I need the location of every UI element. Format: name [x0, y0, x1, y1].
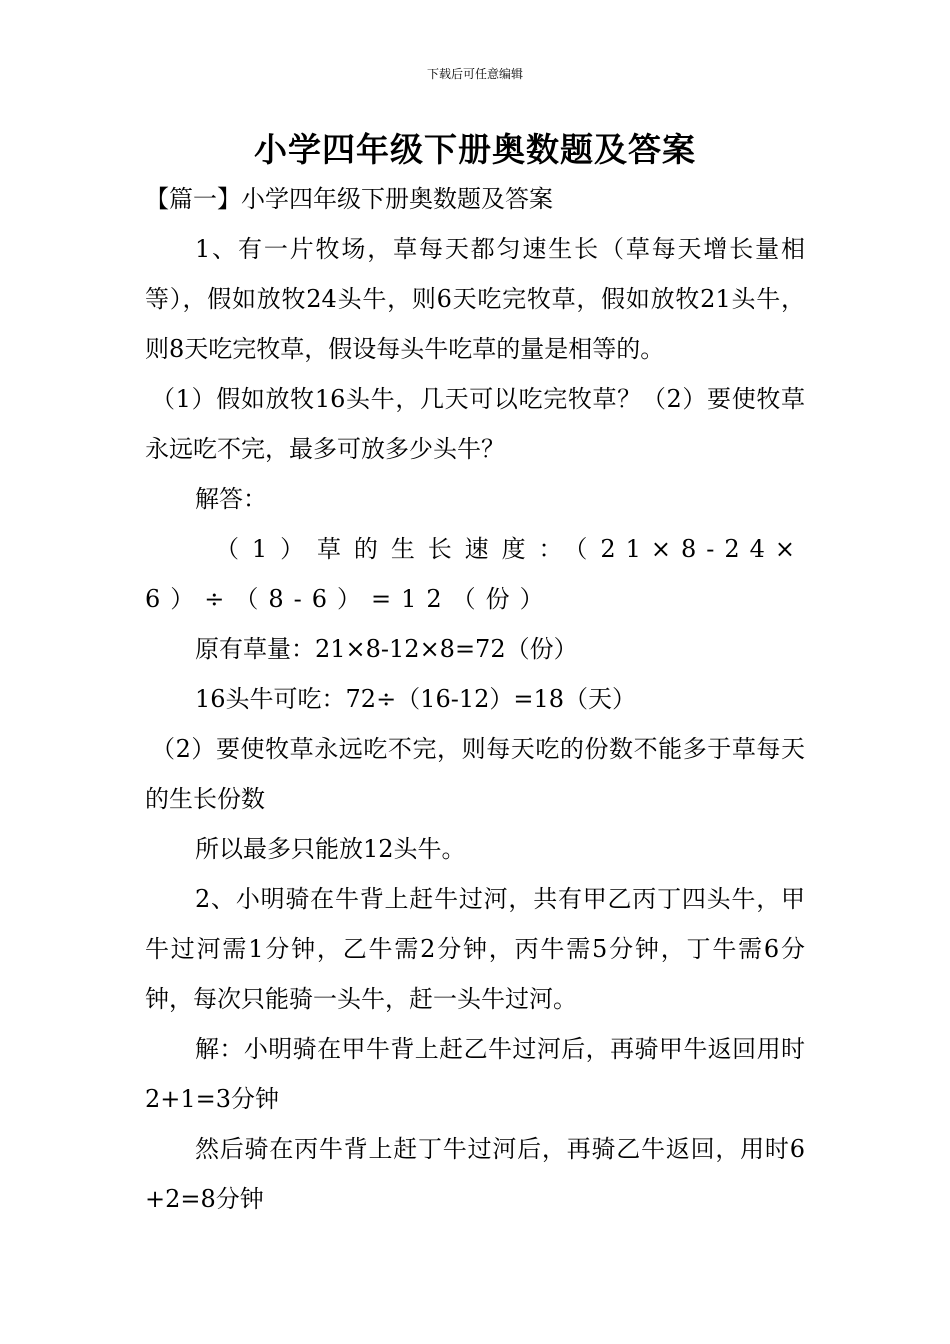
answer-part-2: （2）要使牧草永远吃不完，则每天吃的份数不能多于草每天的生长份数 — [145, 735, 805, 813]
header-note: 下载后可任意编辑 — [426, 67, 523, 81]
problem-2-solution-step-1: 解：小明骑在甲牛背上赶乙牛过河后，再骑甲牛返回用时2+1=3分钟 — [145, 1035, 805, 1113]
answer-step-growth-rate: （1）草的生长速度：（21×8-24×6）÷（8-6）=12（份） — [145, 535, 805, 613]
problem-2-statement: 2、小明骑在牛背上赶牛过河，共有甲乙丙丁四头牛，甲牛过河需1分钟，乙牛需2分钟，丙牛需5分钟，丁牛需6分钟，每次只能骑一头牛，赶一头牛过河。 — [145, 885, 805, 1013]
section-heading: 【篇一】小学四年级下册奥数题及答案 — [145, 185, 553, 213]
document-title: 小学四年级下册奥数题及答案 — [254, 130, 696, 169]
answer-conclusion: 所以最多只能放12头牛。 — [195, 835, 466, 863]
problem-1-statement: 1、有一片牧场，草每天都匀速生长（草每天增长量相等），假如放牧24头牛，则6天吃完牧草，假如放牧21头牛，则8天吃完牧草，假设每头牛吃草的量是相等的。 — [145, 235, 805, 363]
problem-1-questions: （1）假如放牧16头牛，几天可以吃完牧草？（2）要使牧草永远吃不完，最多可放多少头牛？ — [145, 385, 805, 463]
answer-step-16-cows: 16头牛可吃：72÷（16-12）=18（天） — [195, 685, 637, 713]
document-body — [145, 174, 805, 1224]
problem-2-solution-step-2: 然后骑在丙牛背上赶丁牛过河后，再骑乙牛返回，用时6+2=8分钟 — [145, 1135, 805, 1213]
answer-label: 解答： — [195, 485, 267, 513]
answer-step-original-grass: 原有草量：21×8-12×8=72（份） — [195, 635, 578, 663]
